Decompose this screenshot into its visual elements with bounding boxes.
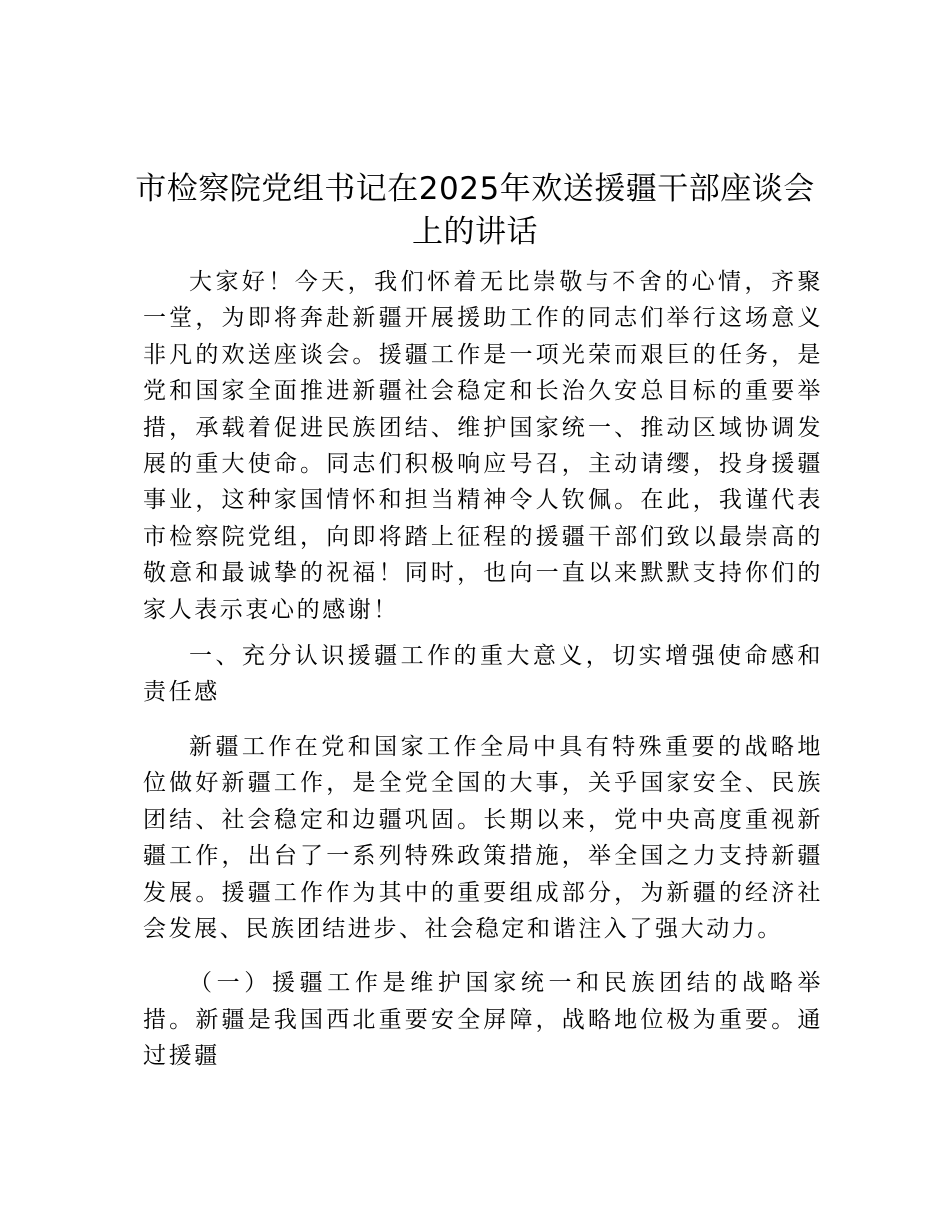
subsection-paragraph: （一）援疆工作是维护国家统一和民族团结的战略举措。新疆是我国西北重要安全屏障，战略地位极为重要。通过援疆 <box>143 970 823 1070</box>
paragraph-significance: 新疆工作在党和国家工作全局中具有特殊重要的战略地位做好新疆工作，是全党全国的大事，关乎国家安全、民族团结、社会稳定和边疆巩固。长期以来，党中央高度重视新疆工作，出台了一系列特殊政策措施，举全国之力支持新疆发展。援疆工作作为其中的重要组成部分，为新疆的经济社会发展、民族团结进步、社会稳定和谐注入了强大动力。 <box>143 733 823 942</box>
section-heading: 一、充分认识援疆工作的重大意义，切实增强使命感和责任感 <box>143 643 823 706</box>
paragraph-greeting: 大家好！今天，我们怀着无比崇敬与不舍的心情，齐聚一堂，为即将奔赴新疆开展援助工作的同志们举行这场意义非凡的欢送座谈会。援疆工作是一项光荣而艰巨的任务，是党和国家全面推进新疆社会稳定和长治久安总目标的重要举措，承载着促进民族团结、维护国家统一、推动区域协调发展的重大使命。同志们积极响应号召，主动请缨，投身援疆事业，这种家国情怀和担当精神令人钦佩。在此，我谨代表市检察院党组，向即将踏上征程的援疆干部们致以最崇高的敬意和最诚挚的祝福！同时，也向一直以来默默支持你们的家人表示衷心的感谢！ <box>143 269 823 623</box>
document-body <box>143 264 823 1075</box>
document-title: 市检察院党组书记在2025年欢送援疆干部座谈会上的讲话 <box>135 171 815 250</box>
